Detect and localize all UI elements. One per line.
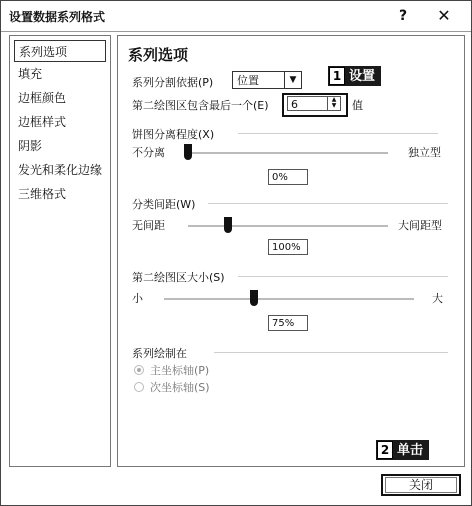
split-by-select[interactable]	[232, 71, 302, 89]
size-min-label: 小	[132, 292, 143, 305]
close-button[interactable]	[381, 474, 461, 496]
divider	[238, 276, 448, 277]
size-slider-thumb[interactable]	[250, 290, 258, 306]
explosion-value[interactable]: 0%	[268, 169, 308, 185]
gap-title: 分类间距(W)	[132, 198, 196, 211]
explosion-slider-track[interactable]	[188, 152, 388, 154]
callout-number: 2	[377, 441, 393, 459]
help-button[interactable]: ?	[398, 8, 408, 24]
explosion-min-label: 不分离	[132, 146, 165, 159]
callout-step-2	[376, 440, 429, 460]
secondary-axis-radio[interactable]	[134, 382, 144, 392]
close-icon[interactable]: ✕	[437, 6, 451, 25]
divider	[208, 203, 448, 204]
callout-step-1	[328, 66, 381, 86]
sidebar-item-glow-soft-edges[interactable]: 发光和柔化边缘	[18, 163, 103, 177]
sidebar-item-series-options[interactable]: 系列选项	[14, 40, 106, 62]
sidebar-item-shadow[interactable]: 阴影	[18, 139, 43, 153]
second-plot-spinner[interactable]	[287, 96, 341, 111]
second-plot-unit: 值	[352, 99, 363, 112]
callout-number: 1	[329, 67, 345, 85]
callout-text: 单击	[397, 443, 424, 458]
axis-title: 系列绘制在	[132, 347, 187, 360]
chevron-down-icon[interactable]: ▼	[284, 72, 301, 88]
gap-max-label: 大间距型	[398, 219, 442, 232]
callout-text: 设置	[349, 69, 376, 84]
gap-slider-thumb[interactable]	[224, 217, 232, 233]
dialog-title: 设置数据系列格式	[9, 10, 106, 24]
split-by-label: 系列分割依据(P)	[132, 76, 214, 89]
close-button-label: 关闭	[408, 478, 433, 492]
spinner-arrows-icon[interactable]: ▲ ▼	[327, 97, 340, 110]
secondary-axis-label: 次坐标轴(S)	[150, 381, 210, 394]
size-value[interactable]: 75%	[268, 315, 308, 331]
size-max-label: 大	[432, 292, 443, 305]
panel-title: 系列选项	[128, 46, 189, 64]
category-list	[9, 35, 111, 467]
sidebar-item-border-style[interactable]: 边框样式	[18, 115, 67, 129]
gap-value[interactable]: 100%	[268, 239, 308, 255]
primary-axis-label: 主坐标轴(P)	[150, 364, 210, 377]
split-by-value: 位置	[237, 74, 259, 87]
divider	[214, 352, 448, 353]
gap-min-label: 无间距	[132, 219, 165, 232]
primary-axis-radio[interactable]	[134, 365, 144, 375]
second-plot-label: 第二绘图区包含最后一个(E)	[132, 99, 269, 112]
sidebar-item-3d-format[interactable]: 三维格式	[18, 187, 67, 201]
gap-slider-track[interactable]	[188, 225, 388, 227]
sidebar-item-fill[interactable]: 填充	[18, 67, 43, 81]
title-bar	[1, 1, 471, 32]
second-plot-value: 6	[291, 98, 298, 111]
sidebar-item-border-color[interactable]: 边框颜色	[18, 91, 67, 105]
divider	[238, 133, 438, 134]
size-slider-track[interactable]	[164, 298, 414, 300]
explosion-max-label: 独立型	[408, 146, 441, 159]
explosion-title: 饼图分离程度(X)	[132, 128, 215, 141]
explosion-slider-thumb[interactable]	[184, 144, 192, 160]
size-title: 第二绘图区大小(S)	[132, 271, 225, 284]
series-options-panel	[117, 35, 465, 467]
